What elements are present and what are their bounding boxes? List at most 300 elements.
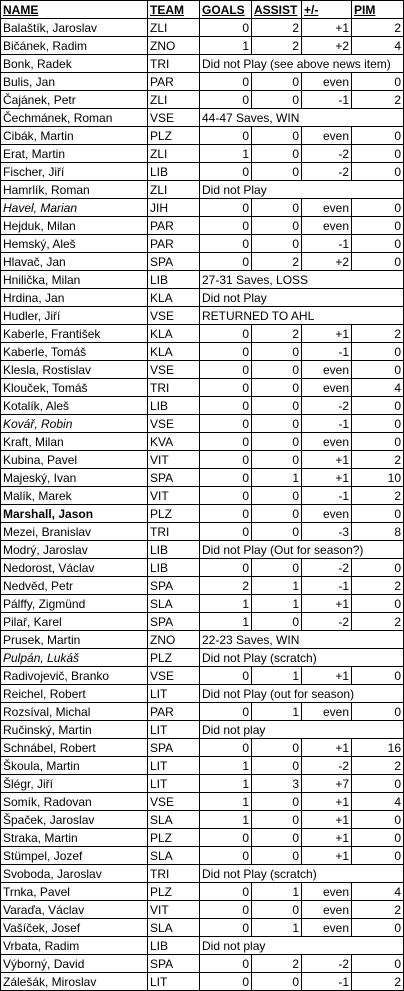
player-name: Vašíček, Josef [1,919,148,937]
player-name: Trnka, Pavel [1,883,148,901]
player-name: Nedvěd, Petr [1,577,148,595]
player-name: Pálffy, Zigmünd [1,595,148,613]
player-assist: 0 [252,973,302,991]
player-plus-minus: +1 [302,325,352,343]
player-pim: 0 [352,811,404,829]
player-pim: 0 [352,361,404,379]
table-row [1,775,404,793]
table-row [1,361,404,379]
player-name: Ručinský, Martin [1,721,148,739]
player-name: Kotalík, Aleš [1,397,148,415]
table-row [1,541,404,559]
player-pim: 0 [352,505,404,523]
player-goals: 0 [200,451,252,469]
player-assist: 0 [252,739,302,757]
player-team: LIB [148,541,200,559]
player-pim: 2 [352,91,404,109]
player-name: Cibák, Martin [1,127,148,145]
player-assist: 1 [252,703,302,721]
player-pim: 0 [352,919,404,937]
player-assist: 2 [252,253,302,271]
table-row [1,199,404,217]
header-assist: ASSIST [252,1,302,19]
player-name: Fischer, Jiří [1,163,148,181]
player-goals: 1 [200,811,252,829]
player-goals: 0 [200,487,252,505]
player-team: ZLI [148,19,200,37]
player-assist: 1 [252,667,302,685]
player-name: Stümpel, Jozef [1,847,148,865]
player-team: PAR [148,703,200,721]
table-row [1,955,404,973]
table-row [1,145,404,163]
player-goals: 0 [200,505,252,523]
player-plus-minus: -2 [302,163,352,181]
player-assist: 1 [252,469,302,487]
table-row [1,307,404,325]
player-goals: 1 [200,775,252,793]
player-team: PLZ [148,883,200,901]
player-plus-minus: even [302,703,352,721]
table-row [1,181,404,199]
player-plus-minus: even [302,127,352,145]
player-note: Did not Play (scratch) [200,865,404,883]
player-goals: 1 [200,613,252,631]
table-row [1,469,404,487]
player-team: SPA [148,613,200,631]
player-goals: 0 [200,199,252,217]
player-team: LIT [148,685,200,703]
table-row [1,937,404,955]
player-goals: 0 [200,559,252,577]
player-plus-minus: -2 [302,613,352,631]
player-pim: 2 [352,19,404,37]
player-plus-minus: +1 [302,811,352,829]
player-name: Kaberle, Tomáš [1,343,148,361]
player-team: PAR [148,217,200,235]
player-team: VSE [148,793,200,811]
player-note: Did not play [200,937,404,955]
player-team: LIB [148,937,200,955]
player-pim: 0 [352,847,404,865]
player-plus-minus: -2 [302,955,352,973]
player-name: Škoula, Martin [1,757,148,775]
player-team: PLZ [148,649,200,667]
player-team: VSE [148,415,200,433]
player-assist: 0 [252,343,302,361]
player-name: Bičánek, Radim [1,37,148,55]
player-goals: 0 [200,667,252,685]
player-pim: 0 [352,127,404,145]
player-team: KLA [148,325,200,343]
player-plus-minus: even [302,901,352,919]
player-team: LIB [148,559,200,577]
player-goals: 0 [200,73,252,91]
player-pim: 4 [352,379,404,397]
player-assist: 0 [252,901,302,919]
player-name: Klesla, Rostislav [1,361,148,379]
player-name: Varaďa, Václav [1,901,148,919]
player-name: Hejduk, Milan [1,217,148,235]
player-plus-minus: even [302,505,352,523]
player-goals: 2 [200,577,252,595]
player-team: SLA [148,919,200,937]
player-team: ZNO [148,631,200,649]
player-pim: 0 [352,217,404,235]
player-goals: 0 [200,235,252,253]
player-plus-minus: +1 [302,667,352,685]
player-assist: 1 [252,595,302,613]
player-goals: 0 [200,703,252,721]
player-goals: 1 [200,793,252,811]
player-assist: 1 [252,883,302,901]
player-pim: 0 [352,433,404,451]
player-goals: 0 [200,343,252,361]
player-team: LIT [148,757,200,775]
header-plus-minus: +/- [302,1,352,19]
player-plus-minus: even [302,379,352,397]
player-name: Bonk, Radek [1,55,148,73]
player-name: Balaštík, Jaroslav [1,19,148,37]
header-row [1,1,404,19]
table-body [1,19,404,991]
player-team: VSE [148,667,200,685]
player-assist: 2 [252,955,302,973]
player-team: SPA [148,739,200,757]
header-goals: GOALS [200,1,252,19]
table-row [1,505,404,523]
player-pim: 2 [352,487,404,505]
player-goals: 1 [200,37,252,55]
player-assist: 0 [252,811,302,829]
player-plus-minus: -1 [302,577,352,595]
table-row [1,91,404,109]
table-row [1,811,404,829]
player-pim: 4 [352,37,404,55]
player-team: ZLI [148,181,200,199]
player-name: Hlavač, Jan [1,253,148,271]
player-name: Straka, Martin [1,829,148,847]
player-pim: 0 [352,235,404,253]
player-goals: 0 [200,379,252,397]
player-team: TRI [148,55,200,73]
player-note: Did not Play (Out for season?) [200,541,404,559]
player-pim: 0 [352,73,404,91]
player-pim: 2 [352,577,404,595]
table-row [1,433,404,451]
player-goals: 0 [200,19,252,37]
player-pim: 0 [352,703,404,721]
player-pim: 0 [352,955,404,973]
player-goals: 0 [200,829,252,847]
player-team: PAR [148,235,200,253]
player-goals: 1 [200,145,252,163]
table-row [1,793,404,811]
player-assist: 0 [252,217,302,235]
player-goals: 0 [200,217,252,235]
player-plus-minus: +1 [302,451,352,469]
player-note: Did not Play [200,181,404,199]
player-name: Reichel, Robert [1,685,148,703]
player-team: VIT [148,487,200,505]
player-plus-minus: -2 [302,145,352,163]
table-row [1,55,404,73]
player-pim: 16 [352,739,404,757]
table-row [1,271,404,289]
player-note: RETURNED TO AHL [200,307,404,325]
player-pim: 2 [352,757,404,775]
table-row [1,415,404,433]
player-assist: 1 [252,577,302,595]
player-team: PLZ [148,829,200,847]
player-pim: 0 [352,829,404,847]
player-assist: 0 [252,235,302,253]
player-goals: 0 [200,847,252,865]
player-name: Malík, Marek [1,487,148,505]
player-plus-minus: even [302,73,352,91]
player-goals: 0 [200,739,252,757]
player-plus-minus: even [302,919,352,937]
player-plus-minus: -2 [302,559,352,577]
player-team: KVA [148,433,200,451]
player-assist: 0 [252,379,302,397]
player-name: Marshall, Jason [1,505,148,523]
player-team: ZLI [148,145,200,163]
player-team: KLA [148,343,200,361]
player-pim: 4 [352,793,404,811]
player-assist: 0 [252,505,302,523]
table-row [1,397,404,415]
player-plus-minus: -1 [302,415,352,433]
table-row [1,163,404,181]
player-assist: 0 [252,397,302,415]
player-plus-minus: -1 [302,487,352,505]
table-row [1,649,404,667]
table-row [1,757,404,775]
header-team: TEAM [148,1,200,19]
player-goals: 0 [200,325,252,343]
player-name: Schnábel, Robert [1,739,148,757]
table-row [1,523,404,541]
player-plus-minus: even [302,883,352,901]
player-pim: 0 [352,199,404,217]
player-team: ZNO [148,37,200,55]
player-pim: 0 [352,595,404,613]
table-row [1,973,404,991]
player-team: TRI [148,865,200,883]
player-assist: 2 [252,37,302,55]
player-goals: 0 [200,415,252,433]
table-row [1,685,404,703]
header-name: NAME [1,1,148,19]
player-assist: 0 [252,793,302,811]
player-plus-minus: +1 [302,829,352,847]
header-pim: PIM [352,1,404,19]
player-pim: 2 [352,325,404,343]
table-row [1,325,404,343]
table-row [1,451,404,469]
player-team: LIT [148,721,200,739]
player-pim: 2 [352,613,404,631]
player-assist: 0 [252,559,302,577]
player-pim: 2 [352,901,404,919]
player-plus-minus: +2 [302,37,352,55]
player-name: Hamrlík, Roman [1,181,148,199]
player-team: PAR [148,73,200,91]
player-goals: 0 [200,127,252,145]
player-pim: 0 [352,343,404,361]
table-row [1,19,404,37]
player-team: LIB [148,271,200,289]
table-row [1,865,404,883]
player-team: SLA [148,595,200,613]
table-row [1,613,404,631]
player-team: SLA [148,811,200,829]
player-goals: 0 [200,163,252,181]
player-team: SPA [148,577,200,595]
player-pim: 8 [352,523,404,541]
player-note: 44-47 Saves, WIN [200,109,404,127]
player-assist: 0 [252,613,302,631]
table-row [1,127,404,145]
table-row [1,73,404,91]
player-pim: 0 [352,163,404,181]
player-goals: 0 [200,397,252,415]
table-row [1,289,404,307]
player-name: Havel, Marian [1,199,148,217]
player-goals: 0 [200,955,252,973]
player-goals: 0 [200,253,252,271]
player-name: Kovář, Robin [1,415,148,433]
player-pim: 2 [352,973,404,991]
table-row [1,721,404,739]
player-note: Did not Play (scratch) [200,649,404,667]
table-row [1,343,404,361]
player-plus-minus: +1 [302,595,352,613]
player-pim: 0 [352,667,404,685]
player-name: Radivojevič, Branko [1,667,148,685]
player-name: Mezei, Branislav [1,523,148,541]
player-team: VSE [148,361,200,379]
table-row [1,379,404,397]
player-goals: 1 [200,757,252,775]
player-assist: 0 [252,847,302,865]
player-plus-minus: -2 [302,397,352,415]
player-pim: 4 [352,883,404,901]
player-assist: 0 [252,199,302,217]
player-goals: 0 [200,433,252,451]
player-team: SPA [148,469,200,487]
player-plus-minus: -2 [302,757,352,775]
player-plus-minus: even [302,199,352,217]
player-team: PLZ [148,505,200,523]
player-assist: 0 [252,415,302,433]
player-plus-minus: +1 [302,739,352,757]
player-assist: 0 [252,451,302,469]
player-team: ZLI [148,91,200,109]
player-name: Kaberle, František [1,325,148,343]
table-row [1,253,404,271]
player-name: Výborný, David [1,955,148,973]
player-pim: 2 [352,451,404,469]
player-note: Did not play [200,721,404,739]
player-name: Klouček, Tomáš [1,379,148,397]
player-goals: 0 [200,919,252,937]
table-row [1,235,404,253]
player-pim: 0 [352,775,404,793]
player-team: SLA [148,847,200,865]
player-plus-minus: -1 [302,343,352,361]
player-team: VSE [148,109,200,127]
player-pim: 10 [352,469,404,487]
player-plus-minus: +2 [302,253,352,271]
table-row [1,919,404,937]
player-assist: 0 [252,829,302,847]
player-plus-minus: even [302,361,352,379]
player-name: Pulpán, Lukáš [1,649,148,667]
player-name: Hudler, Jiří [1,307,148,325]
player-assist: 0 [252,757,302,775]
player-goals: 0 [200,361,252,379]
player-pim: 0 [352,559,404,577]
player-goals: 0 [200,973,252,991]
player-assist: 0 [252,163,302,181]
player-name: Kraft, Milan [1,433,148,451]
player-assist: 0 [252,145,302,163]
table-row [1,631,404,649]
player-name: Prusek, Martin [1,631,148,649]
player-team: VIT [148,901,200,919]
player-assist: 0 [252,73,302,91]
table-row [1,667,404,685]
player-name: Pilař, Karel [1,613,148,631]
player-name: Hrdina, Jan [1,289,148,307]
table-row [1,595,404,613]
player-plus-minus: even [302,217,352,235]
player-pim: 0 [352,415,404,433]
player-name: Čechmánek, Roman [1,109,148,127]
table-row [1,577,404,595]
player-plus-minus: +7 [302,775,352,793]
player-name: Rozsíval, Michal [1,703,148,721]
player-name: Erat, Martin [1,145,148,163]
player-team: VIT [148,451,200,469]
table-row [1,37,404,55]
player-plus-minus: even [302,433,352,451]
player-plus-minus: -1 [302,91,352,109]
player-pim: 0 [352,397,404,415]
player-name: Hnilička, Milan [1,271,148,289]
table-row [1,559,404,577]
player-team: TRI [148,523,200,541]
player-team: KLA [148,289,200,307]
player-name: Somík, Radovan [1,793,148,811]
player-goals: 0 [200,883,252,901]
player-name: Majeský, Ivan [1,469,148,487]
player-plus-minus: -1 [302,235,352,253]
player-plus-minus: +1 [302,19,352,37]
player-plus-minus: +1 [302,793,352,811]
table-row [1,739,404,757]
player-assist: 0 [252,91,302,109]
table-row [1,901,404,919]
table-row [1,829,404,847]
player-name: Zálešák, Miroslav [1,973,148,991]
table-row [1,109,404,127]
player-assist: 3 [252,775,302,793]
player-assist: 0 [252,127,302,145]
player-team: LIB [148,397,200,415]
